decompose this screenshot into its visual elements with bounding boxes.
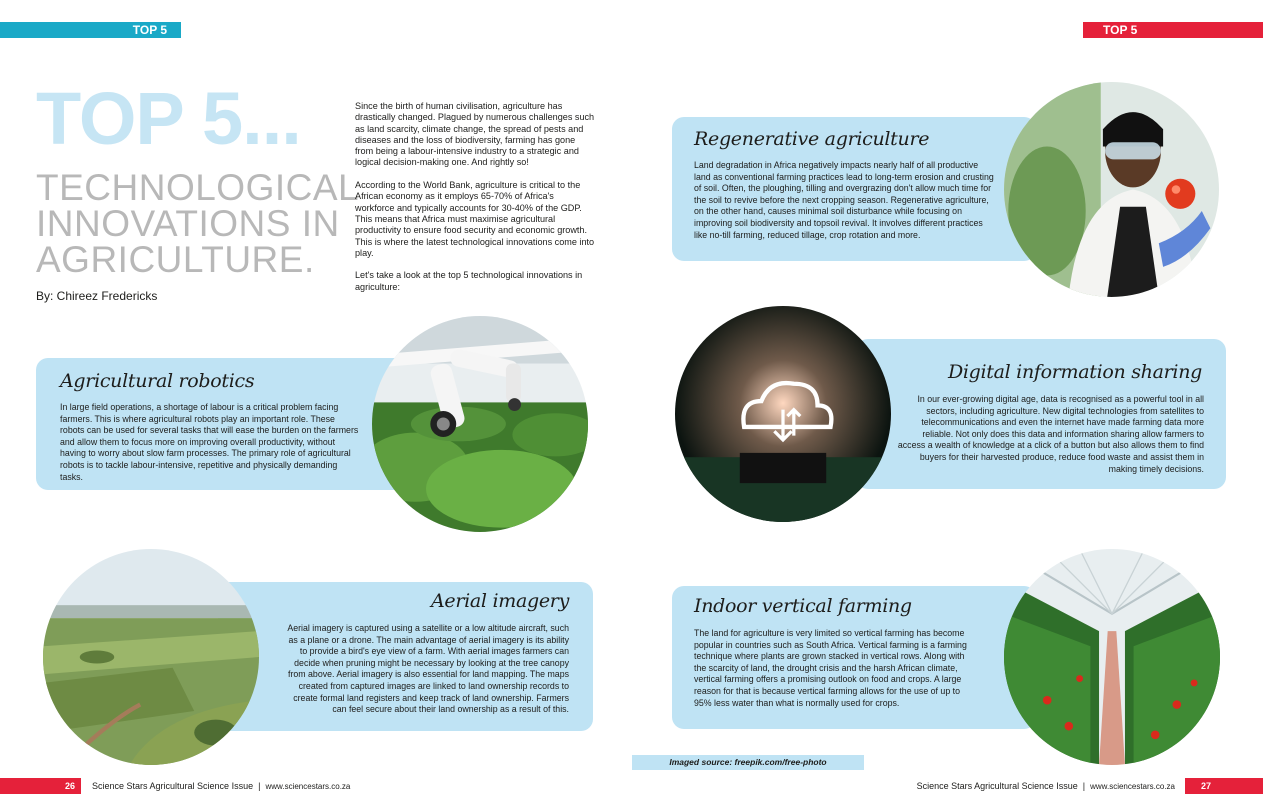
intro-paragraph: Since the birth of human civilisation, agriculture has drastically changed. Plagued by numerous challenges such as land scarcity, climate change, the spread of pests and diseases and the loss of biodiversity, farming has gone from being a labour-intensive industry to a strategic and logical decision-making one. And rightly so! <box>355 101 595 168</box>
section-heading: Indoor vertical farming <box>694 595 912 617</box>
section-body: In our ever-growing digital age, data is recognised as a powerful tool in all sectors, including agriculture. New digital technologies from satellites to telecommunications and even the internet have made farming data more reliable. Not only does this data and information sharing allow farmers to access a wealth of knowledge at a click of a button but also allows them to find buyers for their harvested produce, reduce food waste and assist them in making timely decisions. <box>897 394 1204 474</box>
aerial-imagery-card <box>218 582 593 731</box>
section-heading: Aerial imagery <box>430 590 569 612</box>
footer-right <box>917 779 1175 794</box>
section-body: In large field operations, a shortage of labour is a critical problem facing farmers. This is where agricultural robots play an important role. These robots can be used for several tasks that will ease the burden on the farmers and allow them to focus more on improving overall productivity, without having to worry about slow farm processes. The primary role of agricultural robots is to tackle labour-intensive, repetitive and physically demanding tasks. <box>60 402 359 482</box>
website-link[interactable]: www.sciencestars.co.za <box>1090 782 1175 791</box>
footer-left <box>92 779 350 794</box>
page-title: TOP 5... <box>36 77 301 160</box>
digital-information-sharing-card <box>856 339 1226 489</box>
intro-text <box>355 101 595 304</box>
image-source-credit: Imaged source: freepik.com/free-photo <box>632 755 864 770</box>
footer-separator: | <box>1082 781 1086 791</box>
footer-separator: | <box>258 781 261 791</box>
section-heading: Agricultural robotics <box>60 370 255 392</box>
section-body: The land for agriculture is very limited so vertical farming has become popular in countries such as South Africa. Vertical farming is a farming technique where plants are grown stacked in vertical rows. Along with the scarcity of land, the drought crisis and the harsh African climate, vertical farming offers a promising outlook on food and crops. A large reason for that is because vertical farming allows for the use of up to 95% less water than what is normally used for crops. <box>694 628 967 708</box>
page-number-right: 27 <box>1185 778 1263 794</box>
website-link[interactable]: www.sciencestars.co.za <box>265 782 351 791</box>
section-heading: Digital information sharing <box>947 361 1202 383</box>
author-byline: By: Chireez Fredericks <box>36 289 158 303</box>
aerial-farmland-photo <box>43 549 259 765</box>
section-body: Aerial imagery is captured using a satellite or a low altitude aircraft, such as a plane or a drone. The main advantage of aerial imagery is its ability to provide a bird's eye view of a farm. With aerial images farmers can decide when pruning might be necessary by looking at the tree canopy from above. Aerial imagery is also essential for land mapping. The maps created from captured images are linked to land ownership records to create formal land registers and keep track of land ownership. Farmers can feel secure about their land ownership as a result of this. <box>287 623 569 715</box>
intro-paragraph: Let's take a look at the top 5 technological innovations in agriculture: <box>355 270 583 292</box>
publication-name: Science Stars Agricultural Science Issue <box>916 781 1078 791</box>
regenerative-agriculture-card <box>672 117 1036 261</box>
subtitle-line: AGRICULTURE. <box>36 239 315 280</box>
section-heading: Regenerative agriculture <box>694 128 930 150</box>
agricultural-robotics-card <box>36 358 412 490</box>
greenhouse-photo <box>1004 549 1220 765</box>
intro-paragraph: According to the World Bank, agriculture is critical to the African economy as it employs 65-70% of Africa's workforce and typically accounts for 30-40% of the GDP. This means that Africa must maximise agricultural productivity to ensure food security and economic growth. This is where the latest technological innovations come into play. <box>355 180 595 258</box>
page-subtitle <box>36 167 360 280</box>
top5-tab-right: TOP 5 <box>1083 22 1263 38</box>
scientist-tomato-photo <box>1004 82 1219 297</box>
section-body: Land degradation in Africa negatively impacts nearly half of all productive land as conventional farming practices lead to long-term erosion and crusting of soil. Often, the ploughing, tilling and overgrazing don't allow much time for the soil to revive before the next cropping season. Regenerative agriculture, on the other hand, causes minimal soil disturbance while focusing on improving soil biodiversity and topsoil revival. It involves different practices like no-till farming, reduced tillage, crop rotation and more. <box>694 160 994 240</box>
subtitle-line: INNOVATIONS IN <box>36 203 340 244</box>
publication-name: Science Stars Agricultural Science Issue <box>92 781 254 791</box>
top5-tab-left: TOP 5 <box>0 22 181 38</box>
indoor-vertical-farming-card <box>672 586 1036 729</box>
page-number-left: 26 <box>0 778 81 794</box>
cloud-chip-photo <box>675 306 891 522</box>
robot-arm-photo <box>372 316 588 532</box>
subtitle-line: TECHNOLOGICAL <box>36 167 360 208</box>
